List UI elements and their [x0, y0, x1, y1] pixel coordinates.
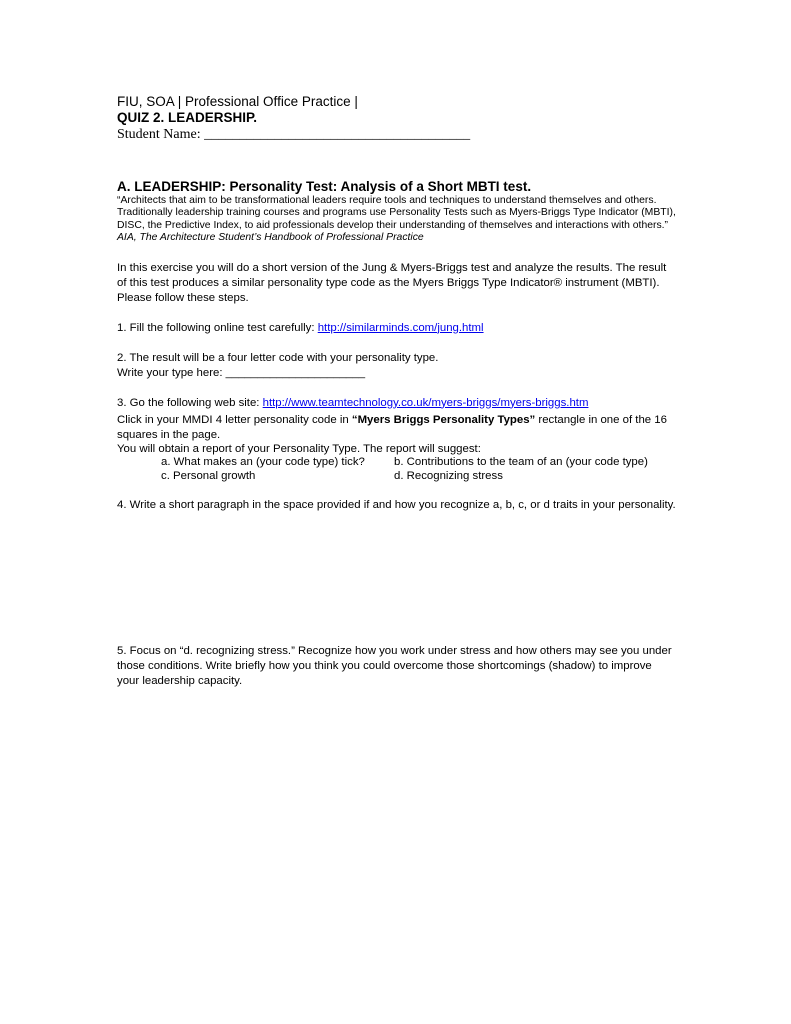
course-header: FIU, SOA | Professional Office Practice | [117, 94, 358, 109]
step-3-text: 3. Go the following web site: [117, 396, 263, 409]
quiz-title: QUIZ 2. LEADERSHIP. [117, 110, 258, 125]
report-item-a: a. What makes an (your code type) tick? [161, 456, 365, 469]
step-4: 4. Write a short paragraph in the space provided if and how you recognize a, b, c, or d traits in your personality. [117, 499, 676, 512]
section-a-title: A. LEADERSHIP: Personality Test: Analysis of a Short MBTI test. [117, 179, 532, 194]
document-page [117, 94, 677, 689]
report-items [161, 456, 677, 483]
report-item-d: d. Recognizing stress [394, 469, 503, 482]
report-intro: You will obtain a report of your Personality Type. The report will suggest: [117, 442, 481, 455]
step-1 [117, 321, 677, 336]
quote-text: “Architects that aim to be transformational leaders require tools and techniques to understand themselves and others. Traditionally leadership training courses and programs use Personality Tests such as Myers-Briggs Type Indicator (MBTI), DISC, the Predictive Index, to aid professionals develop their understanding of themselves and interactions with others.” [117, 195, 676, 231]
click-pre: Click in your MMDI 4 letter personality code in [117, 413, 352, 426]
student-name-label: Student Name: [117, 127, 205, 142]
step-1-text: 1. Fill the following online test carefully: [117, 321, 318, 334]
step-2-line2: Write your type here: ______________________ [117, 366, 366, 379]
step-5: 5. Focus on “d. recognizing stress.” Recognize how you work under stress and how others may see you under those conditions. Write briefly how you think you could overcome those shortcomings (shadow) to improve your leadership capacity. [117, 645, 672, 688]
report-item-b: b. Contributions to the team of an (your code type) [394, 456, 648, 469]
click-post: rectangle in one of the 16 squares in the page. [117, 413, 667, 441]
step-2-line1: 2. The result will be a four letter code with your personality type. [117, 351, 439, 364]
step-2 [117, 351, 677, 381]
report-item-c: c. Personal growth [161, 469, 256, 482]
step-3-click-instruction [117, 413, 677, 443]
student-name-blank[interactable]: ______________________________________ [204, 127, 471, 142]
step-3 [117, 396, 677, 411]
intro-paragraph: In this exercise you will do a short version of the Jung & Myers-Briggs test and analyze the results. The result of this test produces a similar personality type code as the Myers Briggs Type Indicator® instrument (MBTI). Please follow these steps. [117, 261, 667, 304]
aia-quote [117, 195, 677, 245]
team-technology-link[interactable]: http://www.teamtechnology.co.uk/myers-briggs/myers-briggs.htm [262, 396, 589, 409]
jung-test-link[interactable]: http://similarminds.com/jung.html [317, 321, 484, 334]
student-name-line [117, 126, 677, 144]
quote-source: AIA, The Architecture Student’s Handbook of Professional Practice [117, 232, 424, 244]
click-bold: “Myers Briggs Personality Types” [351, 413, 536, 426]
